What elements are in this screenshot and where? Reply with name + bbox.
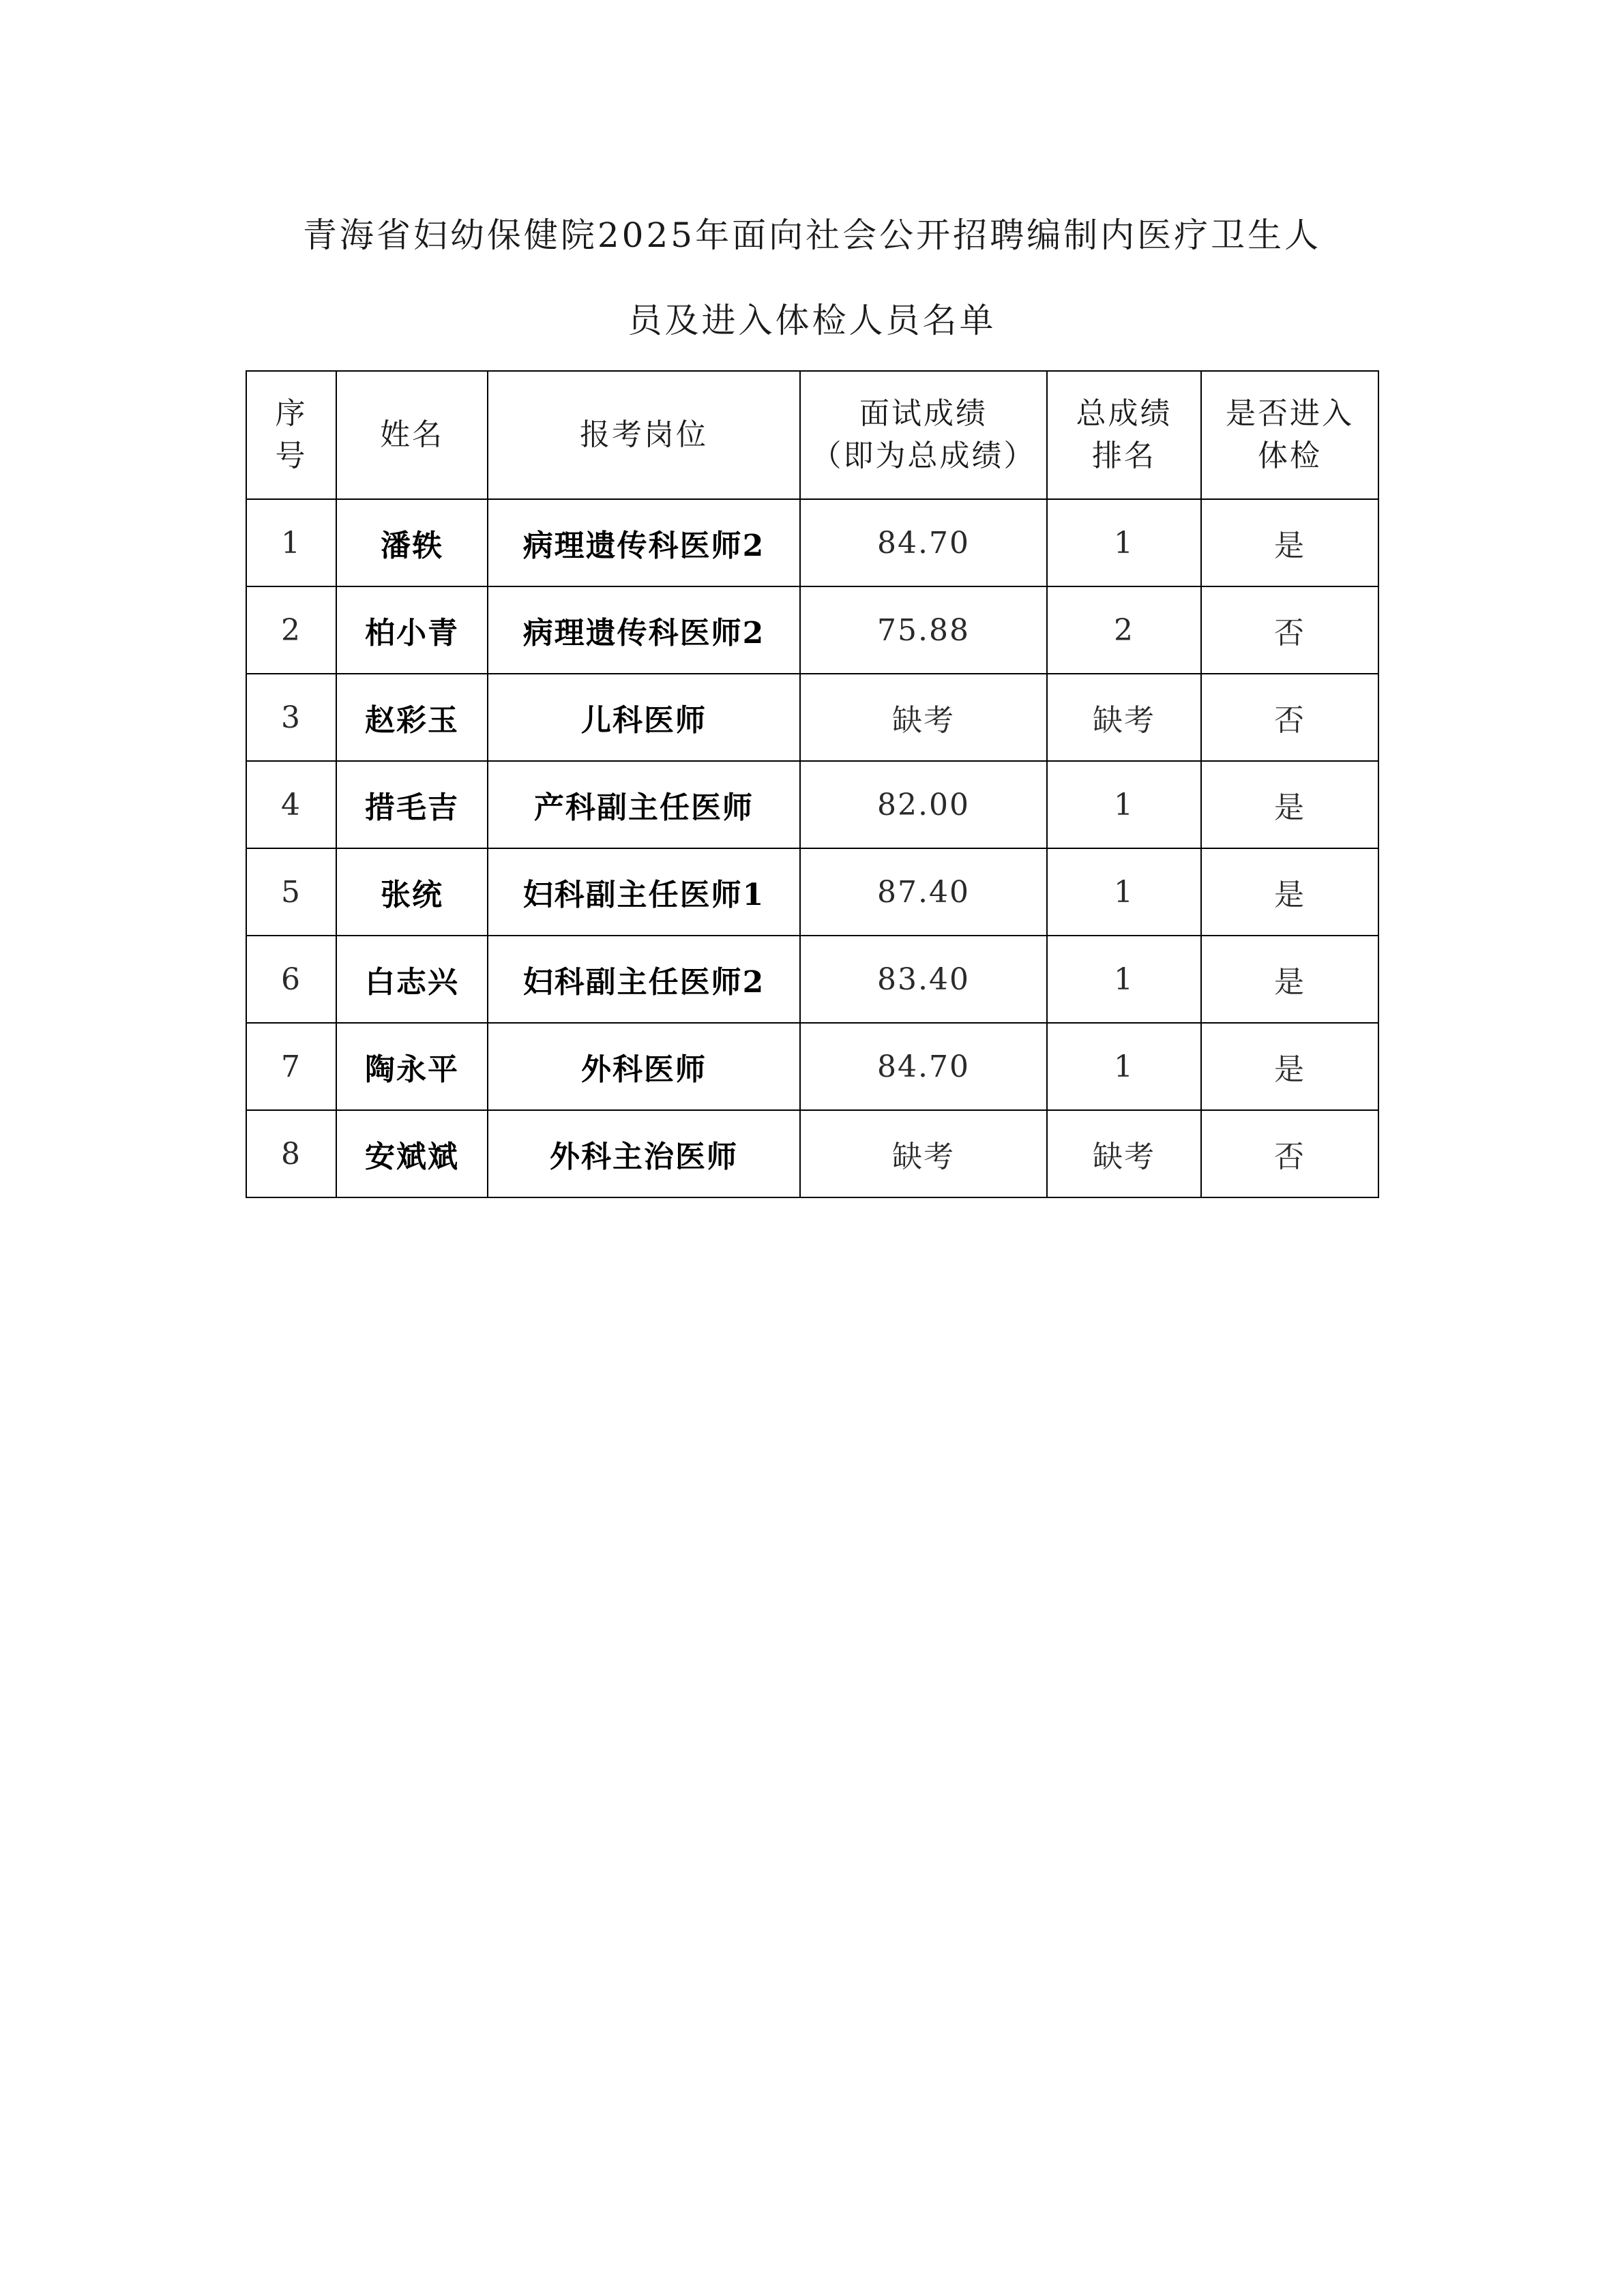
row-rank: 1 — [1047, 936, 1201, 1023]
row-name: 陶永平 — [336, 1023, 488, 1110]
row-exam: 否 — [1201, 1110, 1378, 1197]
table-row — [246, 936, 1378, 1023]
row-rank: 2 — [1047, 586, 1201, 674]
table-row — [246, 499, 1378, 586]
row-name: 柏小青 — [336, 586, 488, 674]
header-score-line-2: （即为总成绩） — [811, 438, 1036, 473]
row-post: 外科主治医师 — [488, 1110, 800, 1197]
row-exam: 否 — [1201, 674, 1378, 761]
header-row — [246, 371, 1378, 499]
header-score — [800, 371, 1047, 499]
row-post: 儿科医师 — [488, 674, 800, 761]
row-score: 83.40 — [800, 936, 1047, 1023]
header-seq — [246, 371, 336, 499]
row-exam: 否 — [1201, 586, 1378, 674]
row-seq: 2 — [246, 586, 336, 674]
header-name: 姓名 — [336, 371, 488, 499]
candidate-table — [246, 370, 1379, 1198]
header-rank — [1047, 371, 1201, 499]
row-score: 82.00 — [800, 761, 1047, 848]
row-exam: 是 — [1201, 1023, 1378, 1110]
row-post: 病理遗传科医师2 — [488, 586, 800, 674]
row-rank: 1 — [1047, 1023, 1201, 1110]
header-rank-line-2: 排名 — [1092, 438, 1156, 473]
row-rank: 缺考 — [1047, 674, 1201, 761]
row-post: 妇科副主任医师2 — [488, 936, 800, 1023]
row-name: 潘轶 — [336, 499, 488, 586]
table-row — [246, 848, 1378, 936]
header-post: 报考岗位 — [488, 371, 800, 499]
row-post: 病理遗传科医师2 — [488, 499, 800, 586]
row-seq: 1 — [246, 499, 336, 586]
header-exam-line-2: 体检 — [1258, 438, 1322, 473]
row-score: 缺考 — [800, 1110, 1047, 1197]
row-name: 张统 — [336, 848, 488, 936]
row-score: 87.40 — [800, 848, 1047, 936]
row-exam: 是 — [1201, 761, 1378, 848]
row-post: 产科副主任医师 — [488, 761, 800, 848]
table-header — [246, 371, 1378, 499]
header-rank-line-1: 总成绩 — [1076, 396, 1172, 431]
row-exam: 是 — [1201, 848, 1378, 936]
table-row — [246, 674, 1378, 761]
row-seq: 4 — [246, 761, 336, 848]
header-exam-line-1: 是否进入 — [1226, 396, 1354, 431]
row-name: 措毛吉 — [336, 761, 488, 848]
header-seq-line-1: 序 — [275, 396, 308, 431]
row-name: 赵彩玉 — [336, 674, 488, 761]
row-rank: 1 — [1047, 761, 1201, 848]
row-rank: 1 — [1047, 848, 1201, 936]
row-score: 84.70 — [800, 1023, 1047, 1110]
row-seq: 3 — [246, 674, 336, 761]
row-score: 75.88 — [800, 586, 1047, 674]
row-exam: 是 — [1201, 499, 1378, 586]
table-body — [246, 499, 1378, 1197]
header-seq-line-2: 号 — [275, 438, 308, 473]
row-seq: 8 — [246, 1110, 336, 1197]
header-score-line-1: 面试成绩 — [859, 396, 988, 431]
document-title-line-2: 员及进入体检人员名单 — [628, 301, 996, 340]
table-row — [246, 1110, 1378, 1197]
row-post: 外科医师 — [488, 1023, 800, 1110]
row-score: 缺考 — [800, 674, 1047, 761]
document-title-line-1: 青海省妇幼保健院2025年面向社会公开招聘编制内医疗卫生人 — [302, 215, 1322, 255]
row-rank: 1 — [1047, 499, 1201, 586]
table-row — [246, 1023, 1378, 1110]
row-post: 妇科副主任医师1 — [488, 848, 800, 936]
row-seq: 7 — [246, 1023, 336, 1110]
row-exam: 是 — [1201, 936, 1378, 1023]
header-exam — [1201, 371, 1378, 499]
row-seq: 5 — [246, 848, 336, 936]
row-name: 安斌斌 — [336, 1110, 488, 1197]
row-score: 84.70 — [800, 499, 1047, 586]
row-name: 白志兴 — [336, 936, 488, 1023]
table-row — [246, 761, 1378, 848]
table-row — [246, 586, 1378, 674]
row-rank: 缺考 — [1047, 1110, 1201, 1197]
row-seq: 6 — [246, 936, 336, 1023]
